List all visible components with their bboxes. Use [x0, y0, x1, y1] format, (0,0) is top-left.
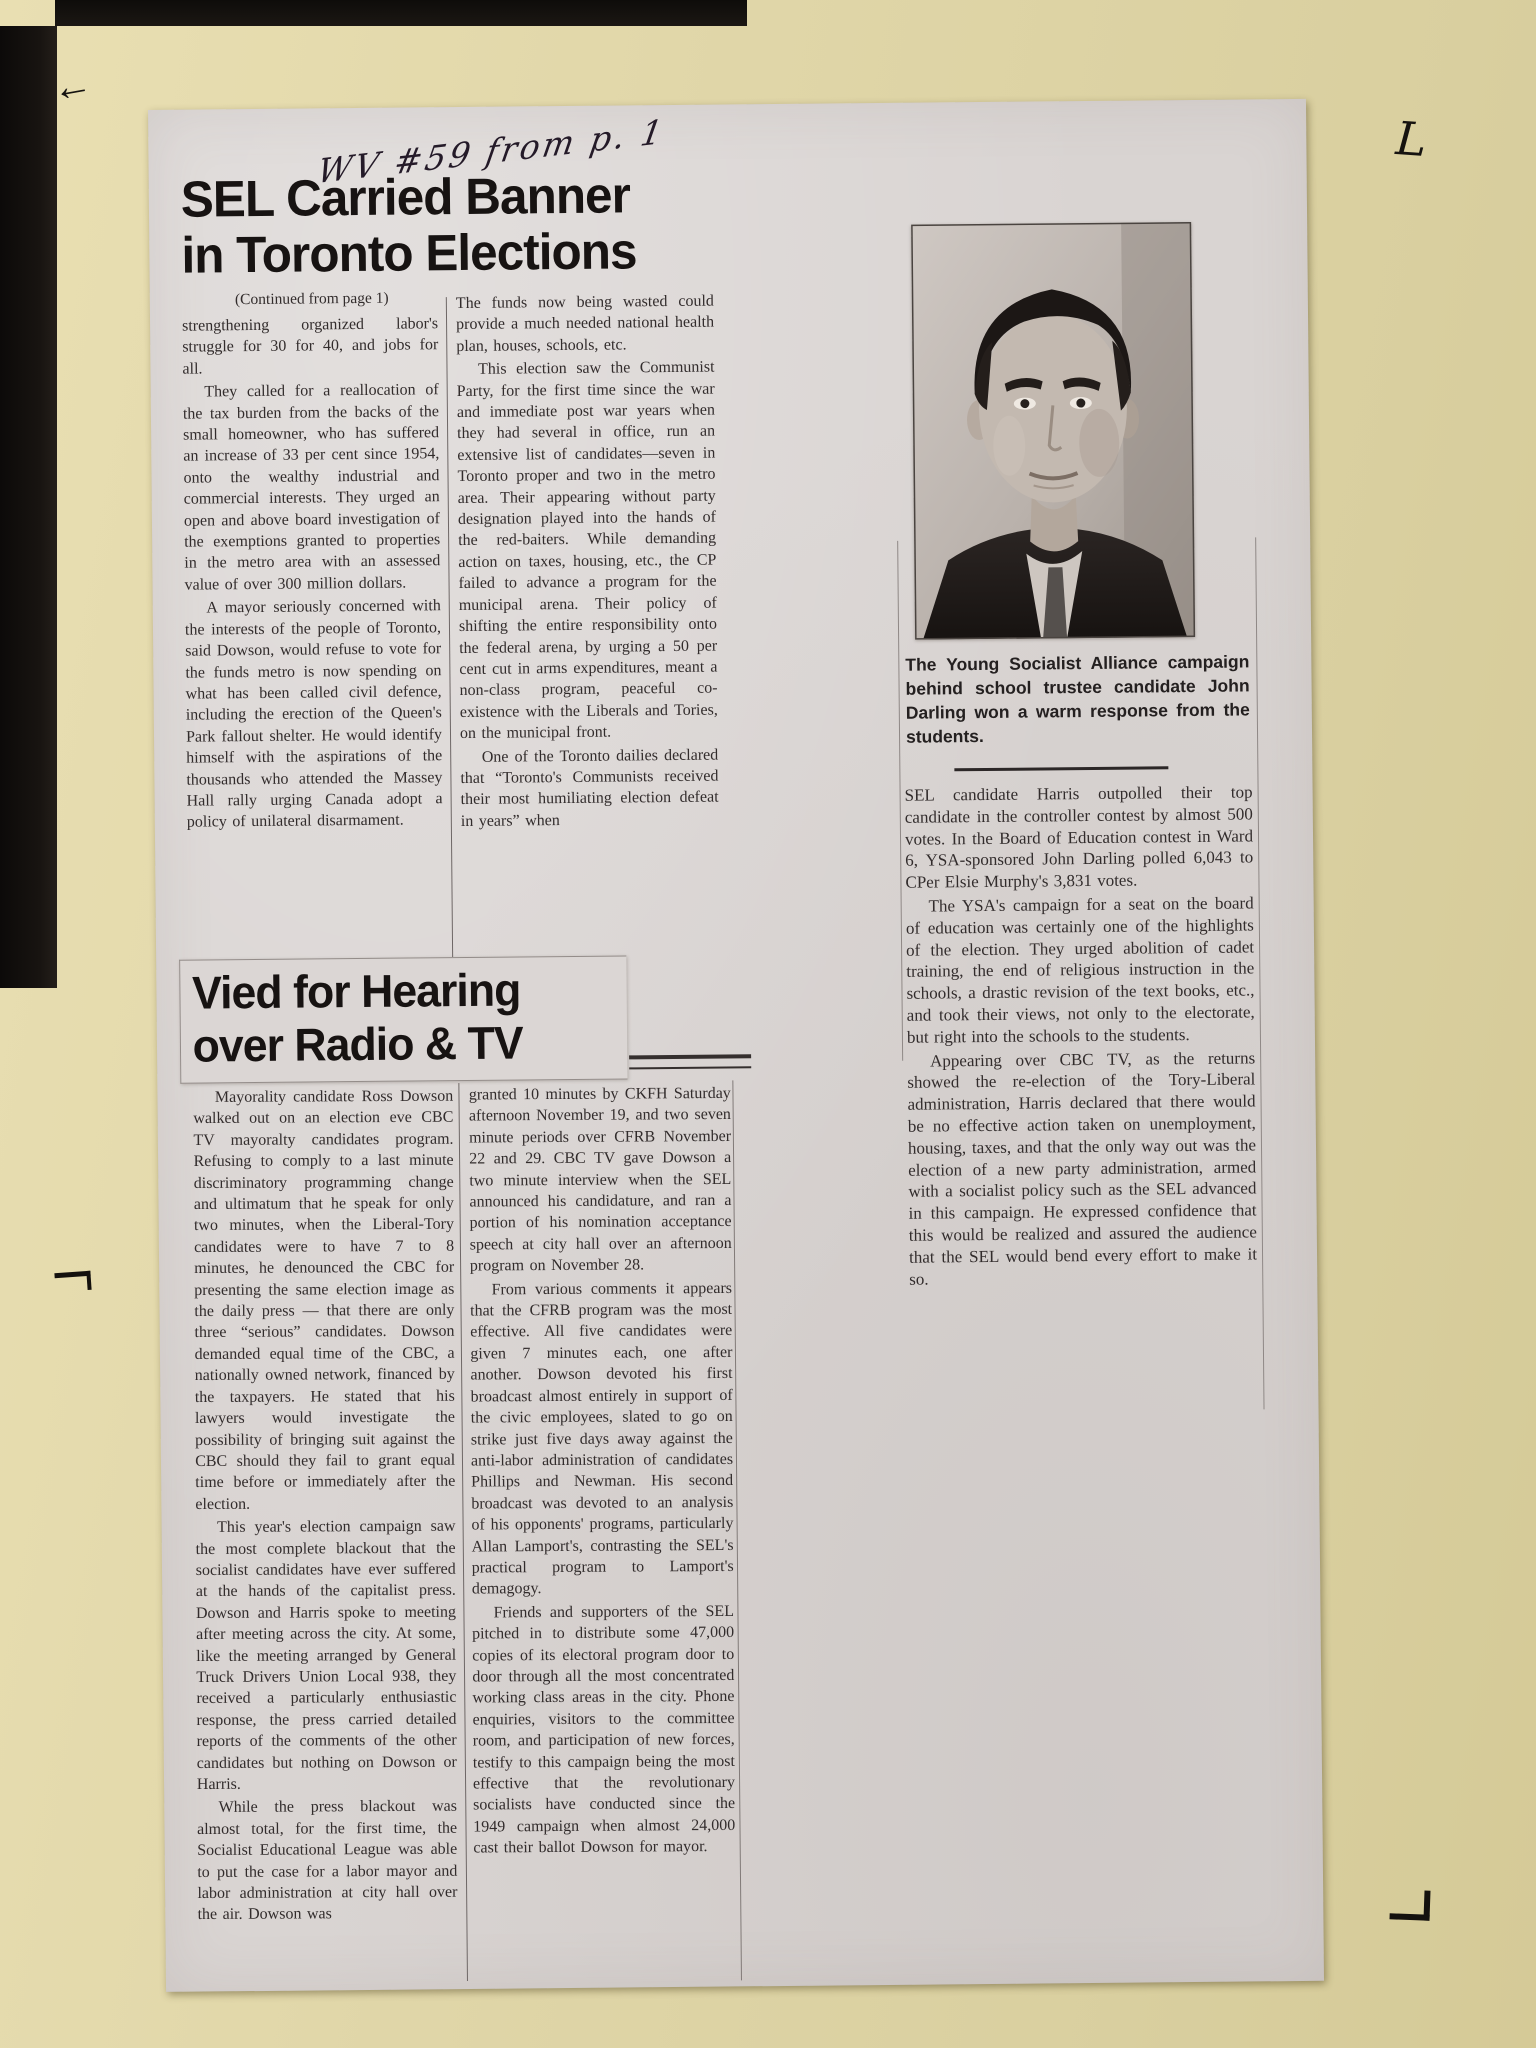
continued-from-note: (Continued from page 1): [234, 289, 389, 309]
paragraph: The YSA's campaign for a seat on the board of education was certainly one of the highlights of the election. They urged abolition of cadet training, the end of religious instruction in the schools, a drastic revision of the text books, etc., and took their views, not only to the electorate, but right into the schools to the students.: [905, 893, 1255, 1047]
article1-headline-line1: SEL Carried Banner: [180, 166, 631, 228]
news-clipping-sheet: [148, 99, 1324, 1992]
column-rule: [897, 541, 903, 1061]
paragraph: Appearing over CBC TV, as the returns showed the re-election of the Tory-Liberal administration, Harris declared that there would be no effective action taken on unemployment, housing, taxes, and that the only way out was the election of a new party administration, armed with a socialist policy such as the SEL advanced in this campaign. He expressed confidence that this would be realized and assured the audience that the SEL would bend every effort to make it so.: [907, 1047, 1258, 1289]
article2-headline-line2: over Radio & TV: [192, 1016, 523, 1072]
article1-column3: [905, 781, 1258, 1292]
paragraph: They called for a reallocation of the tax burden from the backs of the small homeowner, who has suffered an increase of 33 per cent since 1954, onto the wealthy industrial and commercial interests. They urged an open and above board investigation of the exemptions granted to properties in the metro area with an assessed value of over 300 million dollars.: [182, 381, 441, 594]
handwritten-l-mark: L: [1394, 111, 1429, 167]
photo-caption: The Young Socialist Alliance campaign behind school trustee candidate John Darling won a warm response from the students.: [905, 651, 1250, 747]
paragraph: This election saw the Communist Party, for the first time since the war and immediate post war years when they had several in office, run an extensive list of candidates—seven in Toronto proper and two in the metro area. Their appearing without party designation played into the hands of the red-baiters. While demanding action on taxes, housing, etc., the CP failed to advance a program for the municipal arena. Their policy of shifting the entire responsibility onto the federal arena, by urging a 50 per cent cut in arms expenditures, meant a non-class program, peaceful co-existence with the Liberals and Tories, on the municipal front.: [456, 358, 718, 743]
handwritten-arrow-mark: ←: [48, 59, 96, 112]
article1-column1: [182, 313, 443, 835]
paragraph: strengthening organized labor's struggle for 30 for 40, and jobs for all.: [181, 315, 439, 378]
paragraph: A mayor seriously concerned with the interests of the people of Toronto, said Dowson, would refuse to vote for the funds metro is now spending on what has been called civil defence, including the erection of the Queen's Park fallout shelter. He would identify himself with the aspirations of the thousands who attended the Massey Hall rally urging Canada adopt a policy of unilateral disarmament.: [184, 597, 443, 832]
paragraph: Mayorality candidate Ross Dowson walked out on an election eve CBC TV mayoralty candidates program. Refusing to comply to a last minute discriminatory programming change and ultimatum that he speak for only two minutes, when the Liberal-Tory candidates were to have 7 to 8 minutes, he denounced the CBC for presenting the same election image as the daily press — that there are only three “serious” candidates. Dowson demanded equal time of the CBC, a nationally owned network, financed by the taxpayers. He stated that his lawyers would investigate the possibility of bringing suit against the CBC should they fail to grant equal time before or immediately after the election.: [193, 1087, 456, 1513]
article2-headline: [179, 955, 627, 1083]
paragraph: SEL candidate Harris outpolled their top candidate in the controller contest by almost 500 votes. In the Board of Education contest in Ward 6, YSA-sponsored John Darling polled 6,043 to CPer Elsie Murphy's 3,831 votes.: [904, 782, 1254, 892]
headline-double-rule: [629, 1054, 751, 1069]
article2-column1: [193, 1086, 457, 1928]
paragraph: granted 10 minutes by CKFH Saturday afternoon November 19, and two seven minute periods over CFRB November 22 and 29. CBC TV gave Dowson a two minute interview when the SEL announced his candidature, and ran a portion of his nomination acceptance speech at city hall over an afternoon program on November 28.: [468, 1084, 732, 1275]
portrait-photo: [911, 222, 1195, 640]
article1-headline: [181, 167, 706, 284]
paragraph: This year's election campaign saw the most complete blackout that the socialist candidates have ever suffered at the hands of the capitalist press. Dowson and Harris spoke to meeting after meeting across the city. At some, like the meeting arranged by General Truck Drivers Union Local 938, they received a particularly enthusiastic response, the press carried detailed reports of the comments of the other candidates but nothing on Dowson or Harris.: [195, 1517, 457, 1794]
paragraph: The funds now being wasted could provide a much needed national health plan, houses, schools, etc.: [455, 292, 715, 355]
scan-edge-strip-left: [0, 26, 57, 988]
scan-edge-strip-top: [55, 0, 747, 26]
registration-mark-left: [54, 1271, 91, 1292]
column-rule: [458, 1083, 468, 1981]
registration-mark-bottom-right: [1389, 1889, 1430, 1920]
caption-divider-rule: [954, 766, 1168, 771]
article2-column2: [469, 1083, 736, 1861]
paragraph: From various comments it appears that the CFRB program was the most effective. All five candidates were given 7 minutes each, one after another. Dowson devoted his first broadcast almost entirely in support of the civic employees, slated to go on strike just five days away against the anti-labor administration of candidates Phillips and Newman. His second broadcast was devoted to an analysis of his opponents' programs, particularly Allan Lamport's, contrasting the SEL's practical program to Lamport's demagogy.: [470, 1279, 734, 1598]
paragraph: One of the Toronto dailies declared that “Toronto's Communists received their most humiliating election defeat in years” when: [460, 746, 719, 830]
article1-column2: [456, 291, 719, 835]
portrait-photo-graphic: [911, 222, 1195, 640]
handwritten-annotation: WV #59 from p. 1: [314, 111, 669, 192]
paragraph: Friends and supporters of the SEL pitched in to distribute some 47,000 copies of its electoral program door to door through all the most concentrated working class areas in the city. Phone enquiries, visitors to the committee room, and participation of new forces, testify to this campaign being the most effective that the revolutionary socialists have conducted since the 1949 campaign when almost 24,000 cast their ballot Dowson for mayor.: [472, 1602, 736, 1857]
paragraph: While the press blackout was almost total, for the first time, the Socialist Educational League was able to put the case for a labor mayor and labor administration at city hall over the air. Dowson was: [197, 1798, 458, 1924]
article2-headline-line1: Vied for Hearing: [191, 963, 521, 1019]
article1-headline-line2: in Toronto Elections: [181, 222, 637, 284]
column-rule: [446, 297, 453, 957]
